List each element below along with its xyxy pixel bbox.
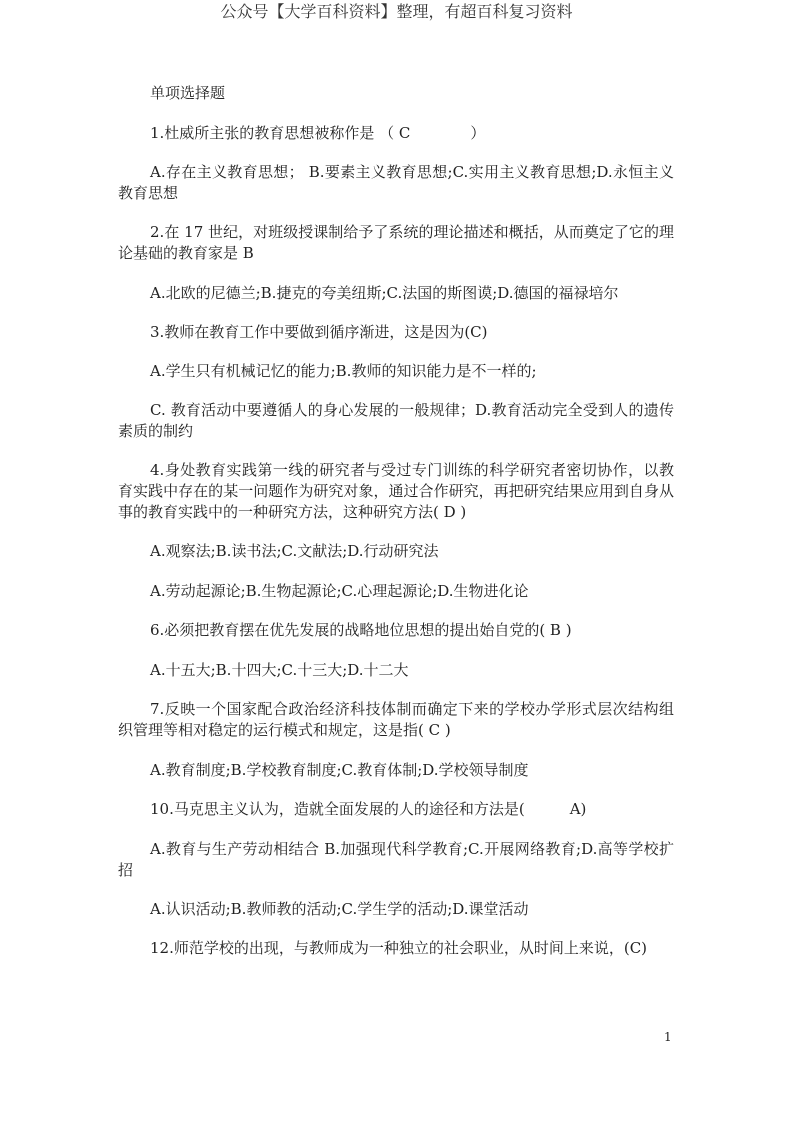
page-header: 公众号【大学百科资料】整理，有超百科复习资料 [220,2,573,21]
question-12: 12.师范学校的出现，与教师成为一种独立的社会职业，从时间上来说，(C) [150,939,648,957]
page-number: 1 [664,1030,672,1044]
question-1: 1.杜威所主张的教育思想被称作是 （ C ） [150,124,486,142]
options-6: A.十五大;B.十四大;C.十三大;D.十二大 [150,661,409,679]
options-10: A.教育与生产劳动相结合 B.加强现代科学教育;C.开展网络教育;D.高等学校扩招 [118,840,674,879]
options-3b: C. 教育活动中要遵循人的身心发展的一般规律；D.教育活动完全受到人的遗传素质的制约 [118,401,674,440]
question-7: 7.反映一个国家配合政治经济科技体制而确定下来的学校办学形式层次结构组织管理等相对稳定的运行模式和规定，这是指( C ) [118,700,674,739]
question-4: 4.身处教育实践第一线的研究者与受过专门训练的科学研究者密切协作，以教育实践中存在的某一问题作为研究对象，通过合作研究，再把研究结果应用到自身从事的教育实践中的一种研究方法，这种研究方法( D ) [118,461,674,521]
question-2: 2.在 17 世纪，对班级授课制给予了系统的理论描述和概括，从而奠定了它的理论基础的教育家是 B [118,223,674,262]
question-10: 10.马克思主义认为，造就全面发展的人的途径和方法是( A) [150,800,587,818]
options-2: A.北欧的尼德兰;B.捷克的夸美纽斯;C.法国的斯图谟;D.德国的福禄培尔 [150,284,619,302]
section-title: 单项选择题 [150,84,226,102]
options-3a: A.学生只有机械记忆的能力;B.教师的知识能力是不一样的; [150,362,537,380]
options-4: A.观察法;B.读书法;C.文献法;D.行动研究法 [150,542,439,560]
question-3: 3.教师在教育工作中要做到循序渐进，这是因为(C) [150,323,488,341]
options-7: A.教育制度;B.学校教育制度;C.教育体制;D.学校领导制度 [150,761,529,779]
question-6: 6.必须把教育摆在优先发展的战略地位思想的提出始自党的( B ) [150,621,572,639]
options-1: A.存在主义教育思想； B.要素主义教育思想;C.实用主义教育思想;D.永恒主义教育思想 [118,163,674,202]
options-11: A.认识活动;B.教师教的活动;C.学生学的活动;D.课堂活动 [150,900,529,918]
options-5: A.劳动起源论;B.生物起源论;C.心理起源论;D.生物进化论 [150,582,529,600]
